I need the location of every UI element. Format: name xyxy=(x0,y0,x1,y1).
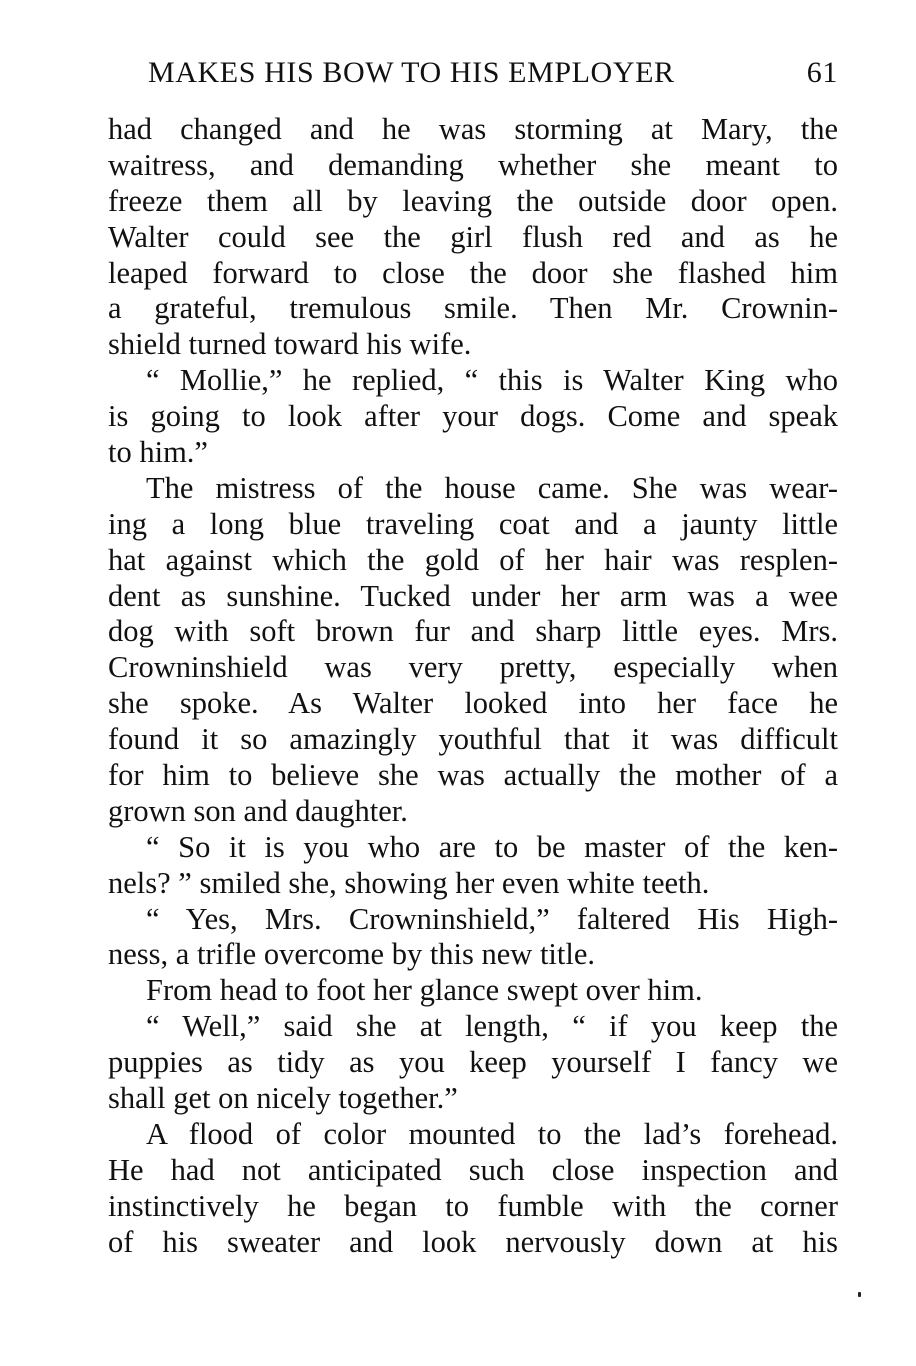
text-line: freeze them all by leaving the outside door open. xyxy=(108,183,838,218)
text-line: Crowninshield was very pretty, especially when xyxy=(108,650,838,685)
text-line: leaped forward to close the door she flashed him xyxy=(108,255,838,290)
text-line: grown son and daughter. xyxy=(108,793,408,828)
text-line: “ So it is you who are to be master of the ken- xyxy=(146,829,838,864)
text-line: shield turned toward his wife. xyxy=(108,327,472,362)
page-number: 61 xyxy=(806,56,838,89)
text-line: hat against which the gold of her hair was resplen- xyxy=(108,542,838,577)
text-line: dent as sunshine. Tucked under her arm was a wee xyxy=(108,578,838,613)
text-line: “ Well,” said she at length, “ if you keep the xyxy=(146,1009,838,1044)
text-line: A flood of color mounted to the lad’s forehead. xyxy=(146,1116,838,1151)
text-line: to him.” xyxy=(108,435,208,470)
text-line: From head to foot her glance swept over him. xyxy=(146,973,703,1008)
text-line: found it so amazingly youthful that it was difficult xyxy=(108,722,838,757)
text-line: The mistress of the house came. She was wear- xyxy=(146,470,838,505)
text-line: had changed and he was storming at Mary, the xyxy=(108,112,838,146)
text-line: “ Mollie,” he replied, “ this is Walter King who xyxy=(146,363,838,398)
text-line: ness, a trifle overcome by this new title. xyxy=(108,937,596,972)
text-line: puppies as tidy as you keep yourself I fancy we xyxy=(108,1045,838,1080)
text-line: she spoke. As Walter looked into her face he xyxy=(108,686,838,721)
text-line: dog with soft brown fur and sharp little eyes. Mrs. xyxy=(108,614,838,649)
text-line: is going to look after your dogs. Come and speak xyxy=(108,399,838,434)
body-text xyxy=(108,112,838,1261)
running-title: MAKES HIS BOW TO HIS EMPLOYER xyxy=(148,56,675,89)
text-line: of his sweater and look nervously down at his xyxy=(108,1224,838,1259)
text-line: waitress, and demanding whether she meant to xyxy=(108,147,838,182)
text-line: a grateful, tremulous smile. Then Mr. Crownin- xyxy=(108,291,838,326)
text-line: ing a long blue traveling coat and a jaunty little xyxy=(108,506,838,541)
text-line: Walter could see the girl flush red and as he xyxy=(108,219,838,254)
text-line: nels? ” smiled she, showing her even white teeth. xyxy=(108,865,710,900)
text-line: He had not anticipated such close inspection and xyxy=(108,1152,838,1187)
text-line: “ Yes, Mrs. Crowninshield,” faltered His High- xyxy=(146,901,838,936)
text-line: for him to believe she was actually the mother of a xyxy=(108,758,838,793)
running-head xyxy=(110,56,838,96)
ink-speck xyxy=(858,1292,861,1297)
text-line: shall get on nicely together.” xyxy=(108,1081,458,1116)
text-line: instinctively he began to fumble with the corner xyxy=(108,1188,838,1223)
